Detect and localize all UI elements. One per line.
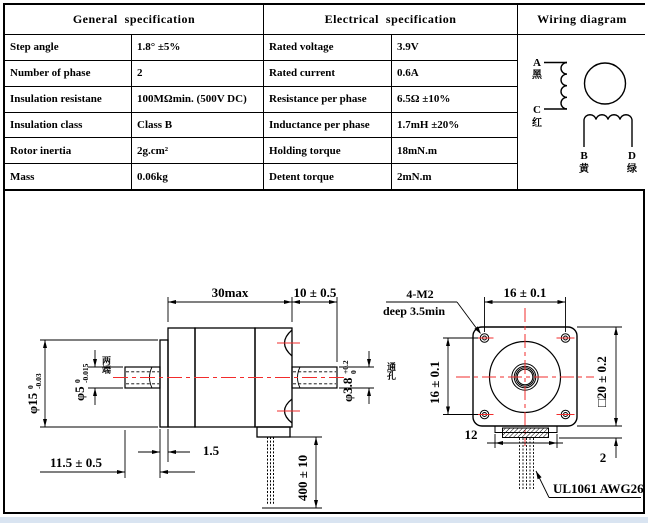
general-spec-title: General specification [5, 5, 263, 34]
svg-text:φ3.8: φ3.8 [340, 377, 355, 402]
dim-connector-height: 2 [599, 450, 607, 465]
terminal-c-label: C [533, 104, 541, 116]
spec-value: 3.9V [392, 35, 517, 60]
svg-text:-0.03: -0.03 [34, 373, 43, 389]
side-dim-arrows [43, 300, 371, 508]
dim-lead-length [295, 455, 310, 501]
lead-b-color-label: 黄 [579, 164, 589, 175]
dim-frame-size [594, 356, 609, 407]
dim-shaft-dia [72, 363, 90, 401]
centerlines-red [113, 343, 345, 411]
dim-bore-dia [340, 360, 358, 402]
spec-label: Detent torque [264, 164, 391, 189]
lead-d-color-label: 绿 [627, 164, 637, 175]
spec-label: Mass [5, 164, 131, 189]
terminal-b-label: B [580, 150, 588, 162]
spec-value: 6.5Ω ±10% [392, 87, 517, 112]
spec-label: Resistance per phase [264, 87, 391, 112]
spec-label: Insulation resistane [5, 87, 131, 112]
svg-text:+0.2: +0.2 [341, 360, 350, 374]
spec-label: Number of phase [5, 61, 131, 86]
spec-value: 0.06kg [132, 164, 263, 189]
dim-connector-width: 12 [464, 427, 478, 442]
terminal-d-label: D [628, 150, 636, 162]
svg-text:0: 0 [26, 385, 35, 389]
motor-body-outline [125, 328, 337, 437]
spec-label: Holding torque [264, 138, 391, 163]
electrical-spec-title: Electrical specification [264, 5, 517, 34]
dim-hole-spacing-h: 16 ± 0.1 [503, 285, 547, 300]
spec-value: Class B [132, 113, 263, 138]
lead-wire-spec-label: UL1061 AWG26 [553, 481, 644, 496]
svg-text:-0.015: -0.015 [81, 363, 90, 383]
terminal-a-label: A [533, 57, 541, 69]
spec-value: 1.8° ±5% [132, 35, 263, 60]
spec-value: 2mN.m [392, 164, 517, 189]
dim-body-length: 30max [211, 285, 249, 300]
spec-value: 2 [132, 61, 263, 86]
spec-value: 18mN.m [392, 138, 517, 163]
spec-value: 0.6A [392, 61, 517, 86]
spec-value: 100MΩmin. (500V DC) [132, 87, 263, 112]
svg-text:0: 0 [349, 370, 358, 374]
dim-pilot-height: 1.5 [202, 443, 220, 458]
svg-text:φ15: φ15 [25, 392, 40, 414]
motor-side-view [25, 285, 396, 508]
spec-label: Rated current [264, 61, 391, 86]
lead-a-color-label: 黑 [532, 70, 542, 81]
callout-mounting-holes-1: 4-M2 [406, 287, 434, 301]
dim-hole-spacing-v [427, 361, 442, 404]
svg-text:400 ± 10: 400 ± 10 [295, 454, 310, 501]
dim-rear-shaft-length: 10 ± 0.5 [293, 285, 337, 300]
connector-block [503, 428, 549, 438]
spec-label: Insulation class [5, 113, 131, 138]
spec-label: Rotor inertia [5, 138, 131, 163]
spec-label: Rated voltage [264, 35, 391, 60]
lead-cable-front [520, 438, 534, 490]
dim-bore-note: 通孔 [386, 362, 396, 380]
wiring-diagram-title: Wiring diagram [518, 5, 646, 34]
spec-label: Step angle [5, 35, 131, 60]
motor-front-view [383, 285, 644, 498]
spec-value: 2g.cm² [132, 138, 263, 163]
dim-front-shaft-length: 11.5 ± 0.5 [50, 455, 102, 470]
svg-text:□20 ± 0.2: □20 ± 0.2 [594, 356, 609, 407]
lead-c-color-label: 红 [532, 118, 542, 129]
svg-text:φ5: φ5 [72, 386, 87, 401]
svg-text:0: 0 [73, 379, 82, 383]
svg-text:16 ± 0.1: 16 ± 0.1 [427, 361, 442, 404]
lead-wire-side [268, 437, 274, 505]
callout-mounting-holes-2: deep 3.5min [382, 304, 446, 318]
dim-shaft-note: 两端 [101, 356, 111, 374]
dim-pilot-dia [25, 373, 43, 414]
window-edge-strip [0, 517, 648, 523]
spec-label: Inductance per phase [264, 113, 391, 138]
spec-value: 1.7mH ±20% [392, 113, 517, 138]
